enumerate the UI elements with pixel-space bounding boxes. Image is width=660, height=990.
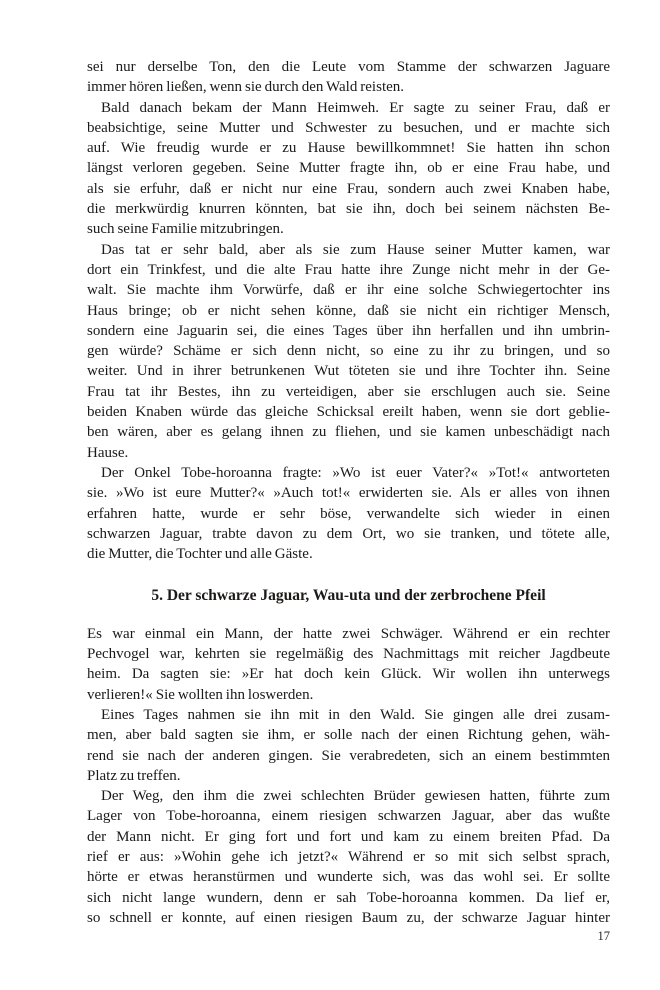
text-line: walt. Sie machte ihm Vorwürfe, daß er ihr eine solche Schwiegertochter ins (87, 282, 610, 299)
text-line: so schnell er konnte, auf einen riesigen Baum zu, der schwarze Jaguar hinter (87, 909, 610, 926)
text-line: heim. Da sagten sie: »Er hat doch kein Glück. Wir wollen ihn unterwegs (87, 666, 610, 683)
text-line: Pechvogel war, kehrten sie regelmäßig des Nachmittags mit reicher Jagdbeute (87, 646, 610, 663)
chapter-heading: 5. Der schwarze Jaguar, Wau-uta und der zerbrochene Pfeil (151, 587, 546, 605)
text-line: als sie erfuhr, daß er nicht nur eine Frau, sondern auch zwei Knaben habe, (87, 180, 610, 197)
text-line: Lager von Tobe-horoanna, einem riesigen schwarzen Jaguar, aber das wußte (87, 808, 610, 825)
text-line: die merkwürdig knurren könnten, bat sie ihn, doch bei seinem nächsten Be- (87, 201, 610, 218)
paragraph (87, 786, 610, 928)
text-line: sich nicht lange wundern, denn er sah Tobe-horoanna kommen. Da lief er, (87, 889, 610, 906)
paragraph (87, 705, 610, 786)
paragraph (87, 98, 610, 240)
text-line: rief er aus: »Wohin gehe ich jetzt?« Während er so mit sich selbst sprach, (87, 848, 610, 865)
text-line: dort ein Trinkfest, und die alte Frau hatte ihre Zunge nicht mehr in der Ge- (87, 261, 610, 278)
paragraph (87, 463, 610, 564)
text-line: weiter. Und in ihrer betrunkenen Wut töteten sie und ihre Tochter ihn. Seine (87, 363, 610, 380)
text-line: beabsichtige, seine Mutter und Schwester zu besuchen, und er machte sich (87, 119, 610, 136)
text-line: immer hören ließen, wenn sie durch den Wald reisten. (87, 79, 405, 96)
text-line: erfahren hatte, wurde er sehr böse, verwandelte sich wieder in einen (87, 505, 610, 522)
text-line: sie. »Wo ist eure Mutter?« »Auch tot!« erwiderten sie. Als er alles von ihnen (87, 485, 610, 502)
text-line: längst verloren gegeben. Seine Mutter fragte ihn, ob er eine Frau habe, und (87, 160, 610, 177)
text-line: hörte er etwas heranstürmen und wunderte sich, was das wohl sei. Er sollte (87, 869, 610, 886)
text-line: rend sie nach der anderen gingen. Sie verabredeten, sich an einem bestimmten (87, 747, 610, 764)
text-line: gen würde? Schäme er sich denn nicht, so eine zu ihr zu bringen, und so (87, 343, 610, 360)
text-line: Bald danach bekam der Mann Heimweh. Er sagte zu seiner Frau, daß er (101, 99, 610, 116)
text-line: schwarzen Jaguar, trabte davon zu dem Ort, wo sie tranken, und tötete alle, (87, 525, 610, 542)
page-number: 17 (597, 929, 610, 943)
text-line: Der Onkel Tobe-horoanna fragte: »Wo ist euer Vater?« »Tot!« antworteten (101, 464, 610, 481)
text-line: Platz zu treffen. (87, 767, 181, 784)
text-line: beiden Knaben würde das gleiche Schicksal ereilt haben, wenn sie dort geblie- (87, 404, 610, 421)
text-line: verlieren!« Sie wollten ihn loswerden. (87, 686, 314, 703)
text-line: Frau tat ihr Bestes, ihn zu verteidigen, aber sie erschlugen auch sie. Seine (87, 383, 610, 400)
paragraph (87, 240, 610, 463)
paragraph (87, 57, 610, 98)
paragraph (87, 624, 610, 705)
text-line: Hause. (87, 444, 129, 461)
text-line: der Mann nicht. Er ging fort und fort und kam zu einem breiten Pfad. Da (87, 828, 610, 845)
text-line: Der Weg, den ihm die zwei schlechten Brüder gewiesen hatten, führte zum (101, 788, 610, 805)
text-line: ben wären, aber es gelang ihnen zu fliehen, und sie kamen unbeschädigt nach (87, 424, 610, 441)
text-line: Haus bringe; ob er nicht sehen könne, daß sie nicht ein richtiger Mensch, (87, 302, 610, 319)
text-line: Es war einmal ein Mann, der hatte zwei Schwäger. Während er ein rechter (87, 625, 610, 642)
text-line: auf. Wie freudig wurde er zu Hause bewillkommnet! Sie hatten ihn schon (87, 140, 610, 157)
text-line: such seine Familie mitzubringen. (87, 221, 284, 238)
text-line: sondern eine Jaguarin sei, die eines Tages über ihn herfallen und ihn umbrin- (87, 322, 610, 339)
text-line: die Mutter, die Tochter und alle Gäste. (87, 546, 313, 563)
text-line: Eines Tages nahmen sie ihn mit in den Wald. Sie gingen alle drei zusam- (101, 706, 610, 723)
text-line: men, aber bald sagten sie ihm, er solle nach der einen Richtung gehen, wäh- (87, 727, 610, 744)
text-line: Das tat er sehr bald, aber als sie zum Hause seiner Mutter kamen, war (101, 241, 610, 258)
page-text (87, 57, 610, 928)
text-line: sei nur derselbe Ton, den die Leute vom Stamme der schwarzen Jaguare (87, 59, 610, 75)
